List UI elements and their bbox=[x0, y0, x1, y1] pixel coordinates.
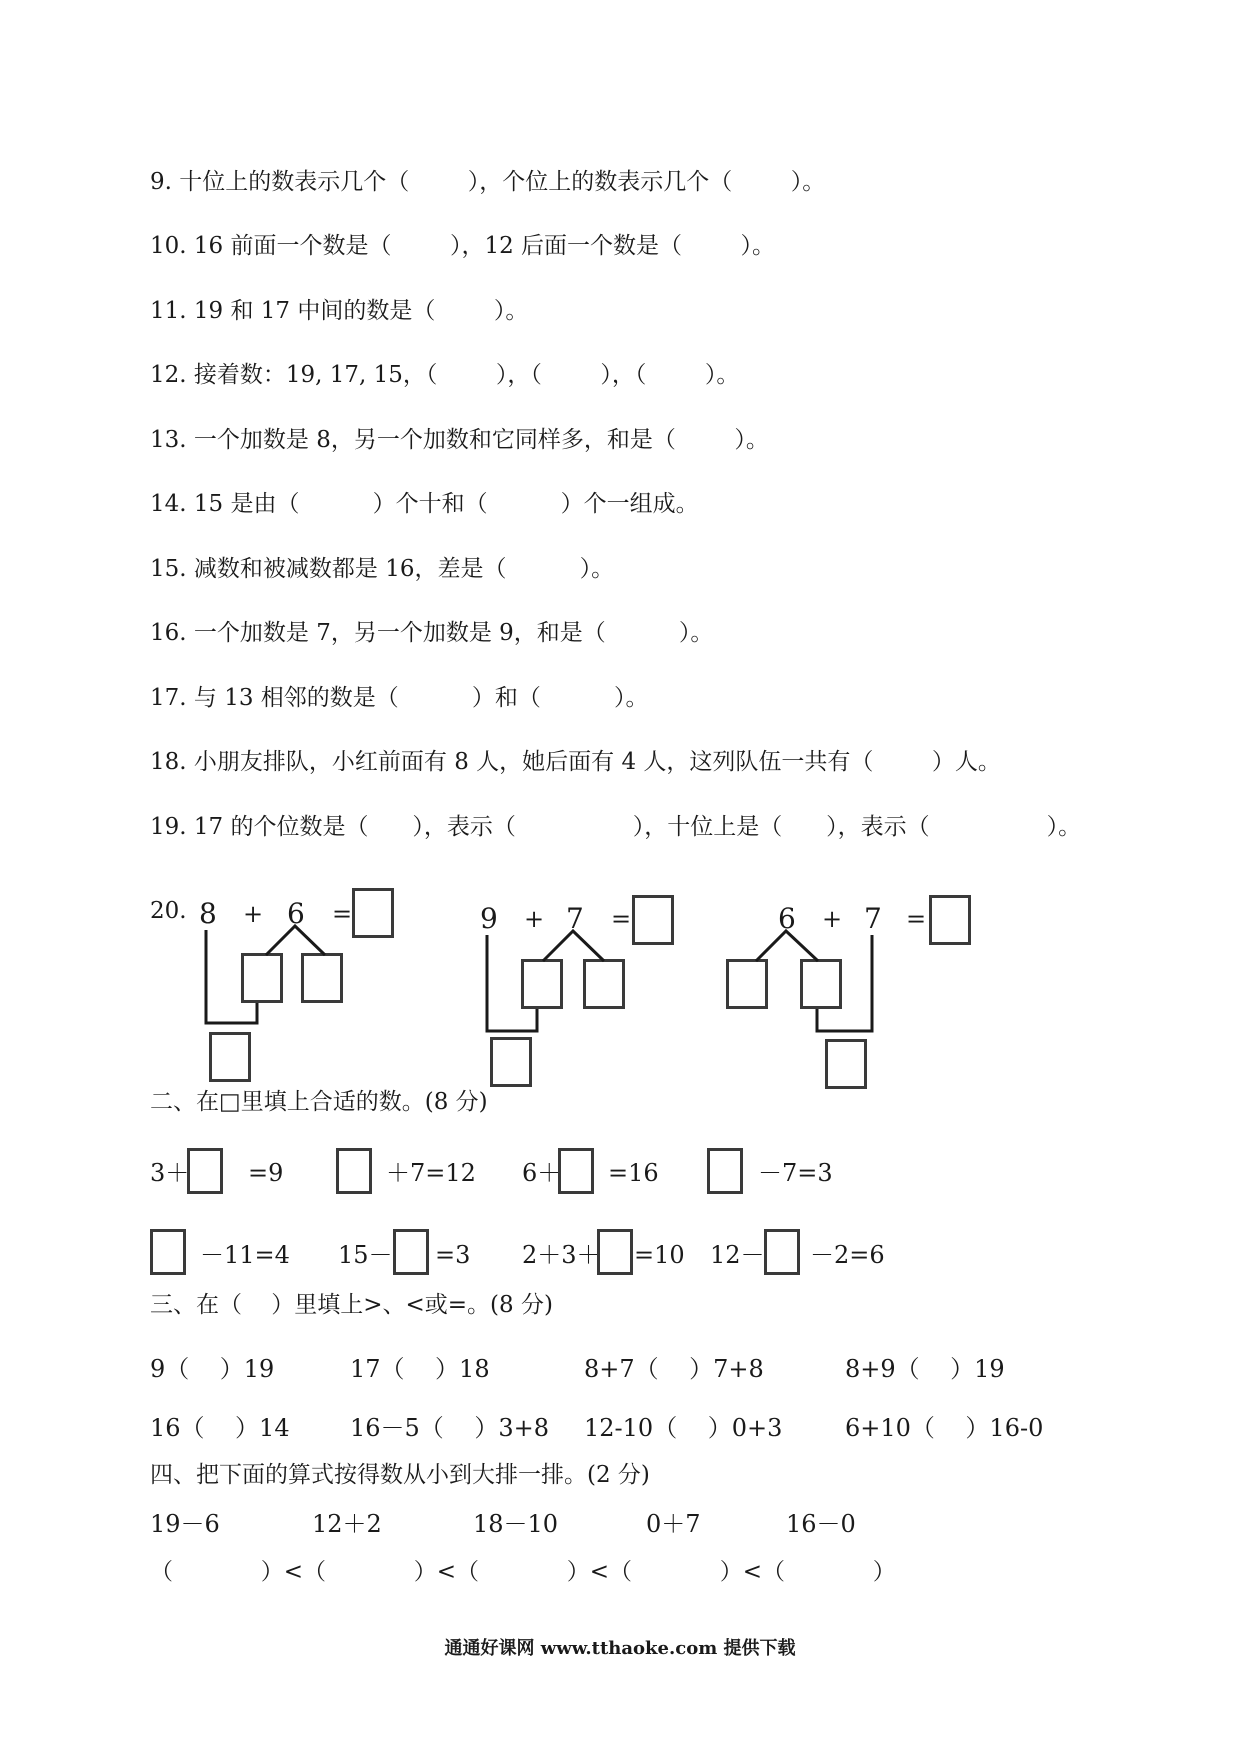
s2r2-text7: －2=6 bbox=[810, 1241, 885, 1269]
q20b-num2: 7 bbox=[566, 902, 584, 935]
s2r2-box1[interactable] bbox=[150, 1229, 186, 1275]
q20-label: 20. bbox=[150, 898, 187, 924]
question-19: 19. 17 的个位数是（ ），表示（ ），十位上是（ ），表示（ ）。 bbox=[150, 814, 1082, 840]
s3r1-item3: 8+7（ ）7+8 bbox=[584, 1355, 764, 1383]
s2r2-text6: 12－ bbox=[710, 1241, 765, 1269]
s2r1-text1: 3＋ bbox=[150, 1159, 190, 1187]
page-footer: 通通好课网 www.tthaoke.com 提供下载 bbox=[444, 1638, 796, 1659]
s4-expr3: 18－10 bbox=[473, 1510, 559, 1538]
s2r1-text4: 6＋ bbox=[522, 1159, 562, 1187]
question-12: 12. 接着数：19, 17, 15，（ ），（ ），（ ）。 bbox=[150, 362, 740, 388]
s4-expr1: 19－6 bbox=[150, 1510, 220, 1538]
s3r1-item1: 9（ ）19 bbox=[150, 1355, 275, 1383]
question-18: 18. 小朋友排队，小红前面有 8 人，她后面有 4 人，这列队伍一共有（ ）人。 bbox=[150, 749, 1001, 775]
q20b-op: + bbox=[524, 905, 545, 933]
s2r2-text2: 15－ bbox=[338, 1241, 393, 1269]
q20b-eq: = bbox=[611, 905, 632, 933]
s2r2-text1: －11=4 bbox=[200, 1241, 290, 1269]
s2r2-text3: =3 bbox=[435, 1241, 471, 1269]
question-17: 17. 与 13 相邻的数是（ ）和（ ）。 bbox=[150, 685, 649, 711]
s4-expr4: 0＋7 bbox=[646, 1510, 701, 1538]
s3r1-item2: 17（ ）18 bbox=[350, 1355, 490, 1383]
question-11: 11. 19 和 17 中间的数是（ ）。 bbox=[150, 298, 529, 324]
question-10: 10. 16 前面一个数是（ ），12 后面一个数是（ ）。 bbox=[150, 233, 776, 259]
q20c-num2: 7 bbox=[864, 902, 882, 935]
q20c-op: + bbox=[822, 905, 843, 933]
s3r2-item1: 16（ ）14 bbox=[150, 1414, 290, 1442]
question-13: 13. 一个加数是 8，另一个加数和它同样多，和是（ ）。 bbox=[150, 427, 769, 453]
s2r1-text2: =9 bbox=[248, 1159, 284, 1187]
s2r2-text5: =10 bbox=[634, 1241, 685, 1269]
q20a-join-lines bbox=[206, 930, 257, 1023]
s2r1-box4[interactable] bbox=[707, 1148, 743, 1194]
s2r2-box2[interactable] bbox=[393, 1229, 429, 1275]
s2r1-box1[interactable] bbox=[187, 1148, 223, 1194]
question-15: 15. 减数和被减数都是 16，差是（ ）。 bbox=[150, 556, 615, 582]
section4-title: 四、把下面的算式按得数从小到大排一排。(2 分) bbox=[150, 1462, 650, 1488]
s2r2-text4: 2＋3＋ bbox=[522, 1241, 601, 1269]
s2r1-text3: ＋7=12 bbox=[386, 1159, 476, 1187]
s3r2-item3: 12-10（ ）0+3 bbox=[584, 1414, 783, 1442]
s4-expr2: 12＋2 bbox=[312, 1510, 382, 1538]
q20a-num1: 8 bbox=[199, 897, 217, 930]
s2r1-box2[interactable] bbox=[336, 1148, 372, 1194]
q20c-split-lines bbox=[756, 931, 818, 961]
q20b-num1: 9 bbox=[480, 902, 498, 935]
s2r1-box3[interactable] bbox=[558, 1148, 594, 1194]
q20b-join-lines bbox=[487, 935, 537, 1031]
s2r1-text6: －7=3 bbox=[758, 1159, 833, 1187]
q20b-split-lines bbox=[543, 931, 604, 961]
q20a-op: + bbox=[243, 900, 264, 928]
q20a-eq: = bbox=[332, 900, 353, 928]
s2r1-text5: =16 bbox=[608, 1159, 659, 1187]
s2r2-box4[interactable] bbox=[764, 1229, 800, 1275]
s4-expr5: 16－0 bbox=[786, 1510, 856, 1538]
question-16: 16. 一个加数是 7，另一个加数是 9，和是（ ）。 bbox=[150, 620, 714, 646]
section3-title: 三、在（ ）里填上>、<或=。(8 分) bbox=[150, 1292, 553, 1318]
s3r1-item4: 8+9（ ）19 bbox=[845, 1355, 1005, 1383]
s3r2-item4: 6+10（ ）16-0 bbox=[845, 1414, 1044, 1442]
q20c-num1: 6 bbox=[778, 902, 796, 935]
q20c-eq: = bbox=[906, 905, 927, 933]
q20a-split-lines bbox=[266, 926, 325, 955]
q20c-join-lines bbox=[817, 935, 872, 1031]
question-14: 14. 15 是由（ ）个十和（ ）个一组成。 bbox=[150, 491, 699, 517]
s4-order-line: （ ）<（ ）<（ ）<（ ）<（ ） bbox=[150, 1559, 896, 1585]
q20a-num2: 6 bbox=[287, 897, 305, 930]
s3r2-item2: 16－5（ ）3+8 bbox=[350, 1414, 549, 1442]
section2-title: 二、在□里填上合适的数。(8 分) bbox=[150, 1089, 488, 1115]
s2r2-box3[interactable] bbox=[597, 1229, 633, 1275]
question-9: 9. 十位上的数表示几个（ ），个位上的数表示几个（ ）。 bbox=[150, 169, 826, 195]
